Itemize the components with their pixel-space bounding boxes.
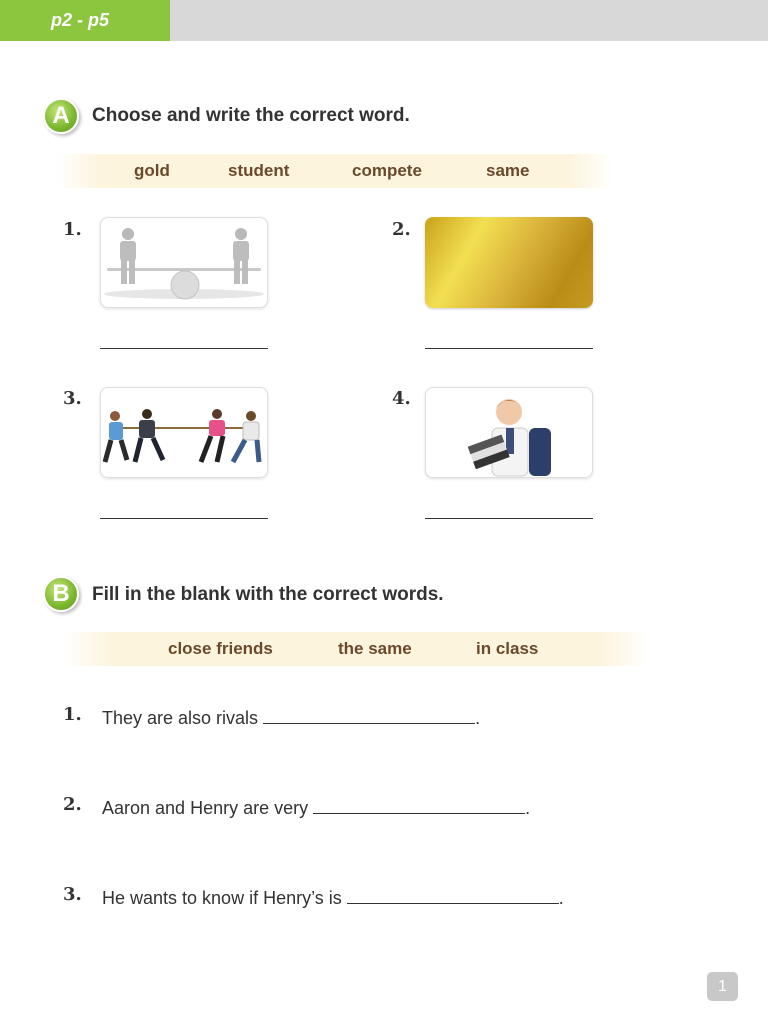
word-student: student (228, 161, 290, 180)
sentence-3-number: 3. (63, 884, 82, 905)
item-2-answer-line[interactable] (425, 348, 593, 349)
sentence-1-blank[interactable] (263, 705, 475, 724)
sentence-3-blank[interactable] (347, 885, 559, 904)
section-a-badge: A (43, 98, 79, 134)
sentence-2-number: 2. (63, 794, 82, 815)
word-close-friends: close friends (168, 639, 273, 658)
item-4-number: 4. (392, 388, 411, 409)
word-same: same (486, 161, 530, 180)
item-3-answer-line[interactable] (100, 518, 268, 519)
section-b-title: Fill in the blank with the correct words. (92, 584, 444, 605)
sentence-1-period: . (475, 708, 481, 728)
item-1-image (100, 217, 268, 308)
section-a-word-box (57, 154, 613, 188)
item-1-number: 1. (63, 219, 82, 240)
word-gold: gold (134, 161, 170, 180)
sentence-2 (102, 795, 530, 819)
sentence-1 (102, 705, 480, 729)
sentence-2-text: Aaron and Henry are very (102, 798, 309, 818)
sentence-3 (102, 885, 564, 909)
sentence-1-text: They are also rivals (102, 708, 259, 728)
item-2-image-gold-texture (425, 217, 593, 308)
word-the-same: the same (338, 639, 412, 658)
tug-of-war-people (101, 388, 267, 477)
section-a-title: Choose and write the correct word. (92, 105, 410, 126)
sentence-1-number: 1. (63, 704, 82, 725)
sentence-2-period: . (525, 798, 531, 818)
sentence-2-blank[interactable] (313, 795, 525, 814)
word-in-class: in class (476, 639, 539, 658)
section-b-badge: B (43, 576, 79, 612)
page-range-tag: p2 - p5 (0, 0, 170, 41)
word-compete: compete (352, 161, 422, 180)
item-4-answer-line[interactable] (425, 518, 593, 519)
sentence-3-period: . (558, 888, 564, 908)
item-2-number: 2. (392, 219, 411, 240)
section-b-word-box (64, 632, 648, 666)
item-3-image (100, 387, 268, 478)
item-1-answer-line[interactable] (100, 348, 268, 349)
seesaw-balance-figures (101, 218, 267, 307)
item-3-number: 3. (63, 388, 82, 409)
item-4-image (425, 387, 593, 478)
schoolboy-with-books (426, 388, 592, 477)
sentence-3-text: He wants to know if Henry’s is (102, 888, 342, 908)
page-number-badge: 1 (707, 972, 738, 1001)
